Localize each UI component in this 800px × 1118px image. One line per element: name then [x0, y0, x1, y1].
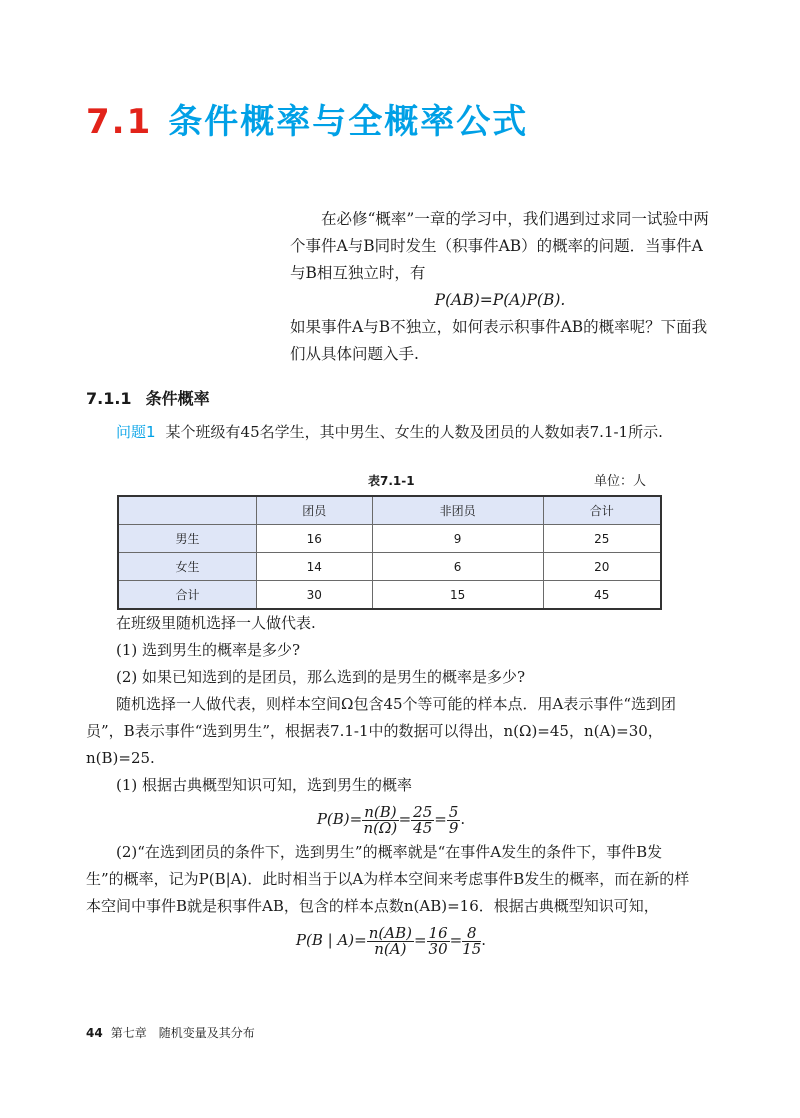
- table-header-cell: 团员: [257, 496, 373, 525]
- table-cell: 25: [543, 525, 661, 553]
- intro-line2: 如果事件A与B不独立，如何表示积事件AB的概率呢？下面我们从具体问题入手.: [290, 318, 708, 363]
- question-2: (2) 如果已知选到的是团员，那么选到的是男生的概率是多少?: [116, 668, 526, 686]
- page-number: 44: [86, 1026, 103, 1040]
- table-unit: 单位：人: [594, 474, 647, 489]
- problem-label: 问题1: [116, 423, 156, 441]
- chapter-title: [86, 94, 528, 143]
- table-cell: 6: [372, 553, 543, 581]
- table-cell: 9: [372, 525, 543, 553]
- formula-1: P(B)= $\frac{n(B)}{n(\Omega)}$ = $\frac{25}{45}$ = $\frac{5}{9}$ .: [316, 802, 466, 837]
- table-row-label: 男生: [118, 525, 257, 553]
- intro-paragraph: [290, 206, 710, 368]
- solution-text: [86, 610, 696, 960]
- section-number: 7.1.1: [86, 389, 132, 408]
- intro-line1: 在必修“概率”一章的学习中，我们遇到过求同一试验中两个事件A与B同时发生（积事件AB）的概率的问题．当事件A与B相互独立时，有: [290, 210, 709, 282]
- chapter-title-text: 条件概率与全概率公式: [168, 102, 529, 142]
- footer-chapter-title: 随机变量及其分布: [158, 1026, 255, 1040]
- table-cell: 15: [372, 581, 543, 610]
- formula-2: P(B | A)= $\frac{n(AB)}{n(A)}$ = $\frac{16}{30}$ = $\frac{8}{15}$ .: [295, 923, 487, 958]
- table-row: [118, 581, 661, 610]
- table-cell: 20: [543, 553, 661, 581]
- table-row-label: 女生: [118, 553, 257, 581]
- text-sample-space: 随机选择一人做代表，则样本空间Ω包含45个等可能的样本点．用A表示事件“选到团员”，B表示事件“选到男生”，根据表7.1-1中的数据可以得出，n(Ω)=45，n(A)=30，n(B)=25.: [86, 695, 677, 767]
- chapter-number: 7.1: [86, 102, 153, 142]
- table-caption: 表7.1-1: [368, 474, 415, 488]
- answer-2-text: (2)“在选到团员的条件下，选到男生”的概率就是“在事件A发生的条件下，事件B发生”的概率，记为P(B|A)．此时相当于以A为样本空间来考虑事件B发生的概率，而在新的样本空间中事件B就是积事件AB，包含的样本点数n(AB)=16．根据古典概型知识可知，: [86, 843, 690, 915]
- footer-chapter: 第七章: [110, 1026, 147, 1040]
- table-cell: 30: [257, 581, 373, 610]
- table-row: [118, 525, 661, 553]
- table-cell: 14: [257, 553, 373, 581]
- table-header-cell: [118, 496, 257, 525]
- table-header-cell: 非团员: [372, 496, 543, 525]
- table-row: [118, 553, 661, 581]
- intro-formula: P(AB)=P(A)P(B).: [434, 291, 566, 309]
- table-cell: 45: [543, 581, 661, 610]
- table-row-label: 合计: [118, 581, 257, 610]
- problem-text: 某个班级有45名学生，其中男生、女生的人数及团员的人数如表7.1-1所示.: [165, 423, 663, 441]
- data-table: [117, 495, 662, 610]
- section-title-text: 条件概率: [145, 389, 210, 408]
- section-title: [86, 386, 210, 409]
- page-footer: [86, 1024, 255, 1041]
- answer-1-intro: (1) 根据古典概型知识可知，选到男生的概率: [116, 776, 413, 794]
- question-1: (1) 选到男生的概率是多少?: [116, 641, 301, 659]
- table-cell: 16: [257, 525, 373, 553]
- table-header-cell: 合计: [543, 496, 661, 525]
- problem-paragraph: [86, 419, 696, 446]
- text-choose-rep: 在班级里随机选择一人做代表.: [116, 614, 316, 632]
- table-header-row: [118, 496, 661, 525]
